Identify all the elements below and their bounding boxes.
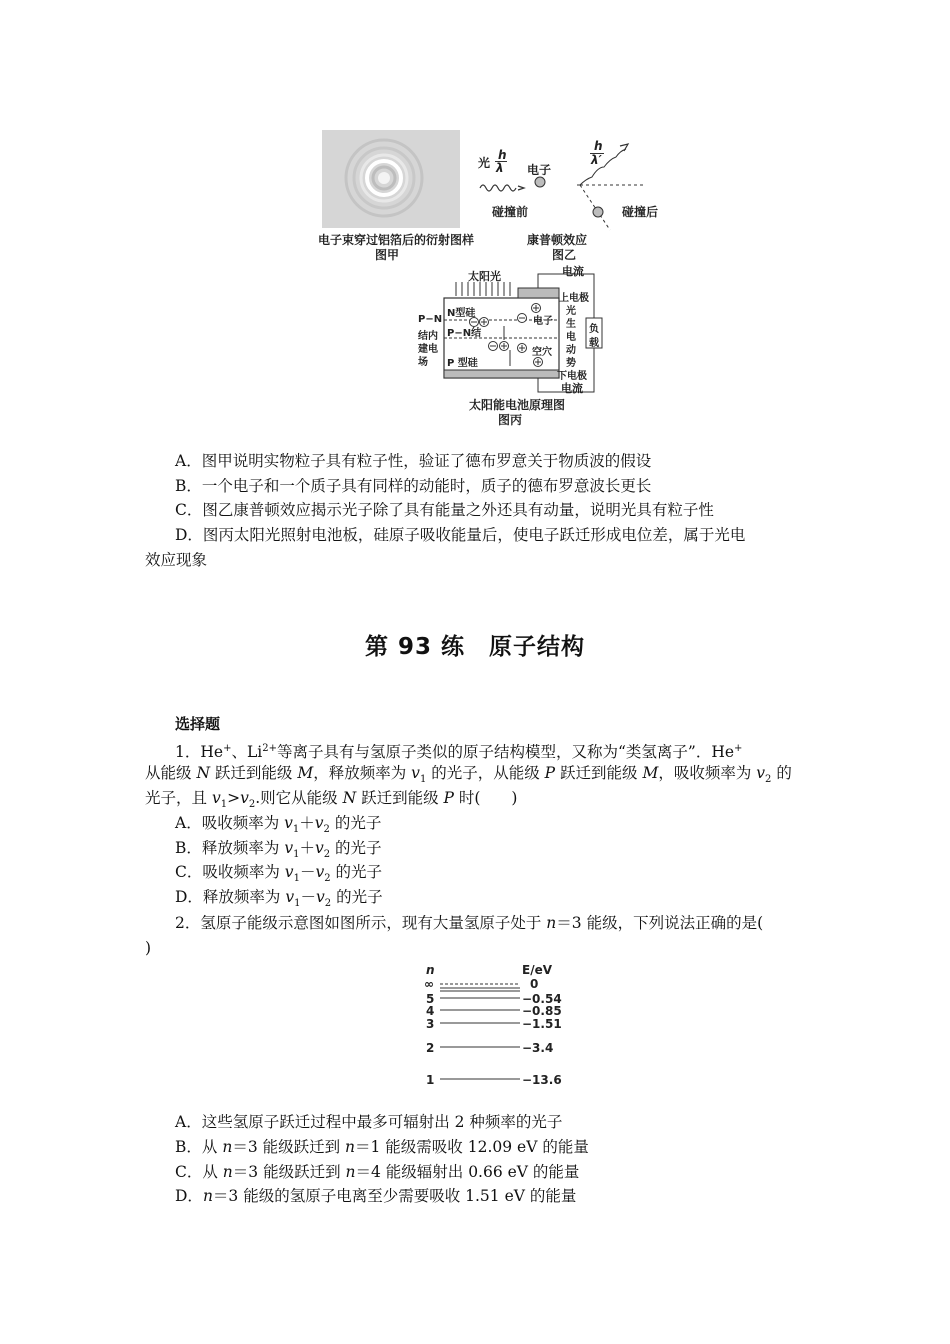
section-title: 第 93 练 原子结构: [364, 634, 586, 660]
q1-s1: 1: [419, 774, 427, 786]
field-char-1: P−N: [418, 314, 443, 325]
q1-b-s2: 2: [323, 849, 331, 861]
q2-b-a: B．从: [175, 1138, 223, 1156]
q2-l1b: ＝3 能级，下列说法正确的是(: [556, 914, 764, 932]
q2-c-n1: n: [222, 1163, 233, 1181]
q2-b-c: ＝1 能级需吸收 12.09 eV 的能量: [355, 1138, 589, 1156]
q1-a-s1: 1: [292, 824, 300, 836]
n-silicon-label: N型硅: [447, 308, 476, 319]
q1-c-s1: 1: [293, 873, 300, 885]
subsection-heading: 选择题: [175, 715, 221, 733]
q1-v: v: [411, 764, 420, 782]
q1-d-op: －: [300, 888, 317, 906]
q2-option-b: [175, 1135, 840, 1159]
q1-t2: 、Li: [231, 743, 263, 762]
level-inf-e: 0: [530, 977, 539, 991]
q2-d-a: D．: [175, 1187, 203, 1205]
level-1-n: 1: [426, 1073, 435, 1087]
electron-label: 电子: [527, 163, 552, 177]
prev-option-d-line1: D．图丙太阳光照射电池板，硅原子吸收能量后，使电子跃迁形成电位差，属于光电: [175, 526, 746, 544]
q1-v4: v: [240, 789, 249, 807]
h-symbol-scattered: h: [594, 139, 603, 153]
q1-l2e: 跃迁到能级: [555, 764, 643, 782]
current-top-label: 电流: [562, 265, 584, 278]
q1-a-pre: A．吸收频率为: [175, 814, 285, 832]
q1-c-s2: 2: [324, 873, 331, 885]
after-collision-label: 碰撞后: [622, 205, 659, 219]
electron-charge-label: 电子: [533, 316, 553, 327]
current-bottom-label: 电流: [561, 382, 583, 395]
figure-yi-label: 图乙: [552, 248, 577, 262]
q2-c-a: C．从: [175, 1163, 223, 1181]
q1-c-v1: v: [284, 863, 294, 881]
diffraction-pattern-image: [322, 130, 460, 228]
q1-l3a: 光子，且: [145, 789, 212, 807]
q2-c-n2: n: [345, 1163, 356, 1181]
level-3-n: 3: [426, 1017, 435, 1031]
q2-d-n: n: [202, 1187, 213, 1205]
q2-line2: ): [145, 939, 152, 957]
q1-gt: >: [227, 789, 241, 807]
photon-label: 光: [478, 156, 491, 170]
level-2-n: 2: [426, 1041, 435, 1055]
q1-c-op: －: [299, 863, 316, 881]
q1-t3: 等离子具有与氢原子类似的原子结构模型，又称为“类氢离子”．He: [276, 743, 735, 762]
q2-l1a: 2．氢原子能级示意图如图所示，现有大量氢原子处于: [175, 914, 547, 932]
figure-yi-caption: 康普顿效应: [527, 233, 588, 247]
q1-b-op: ＋: [299, 839, 315, 857]
q1-s2: 2: [765, 774, 772, 786]
q2-b-b: ＝3 能级跃迁到: [232, 1138, 346, 1156]
q1-l2f: ，吸收频率为: [658, 764, 757, 782]
q1-s4: 2: [248, 799, 256, 811]
q1-P2: P: [443, 789, 454, 807]
q1-sup-plus: +: [223, 743, 232, 754]
load-char-1: 负: [589, 324, 599, 335]
q2-option-c: [175, 1160, 840, 1184]
emf-char-5: 势: [566, 358, 576, 369]
q1-N: N: [196, 764, 210, 782]
q1-sup-plus-2: +: [734, 743, 743, 754]
prev-option-a: A．图甲说明实物粒子具有粒子性，验证了德布罗意关于物质波的假设: [175, 452, 652, 470]
q1-b-s1: 1: [293, 849, 300, 861]
q1-l2b: 跃迁到能级: [210, 764, 298, 782]
prev-option-c: C．图乙康普顿效应揭示光子除了具有能量之外还具有动量，说明光具有粒子性: [175, 501, 714, 519]
prev-option-b: B．一个电子和一个质子具有同样的动能时，质子的德布罗意波长更长: [175, 477, 652, 495]
q2-n: n: [546, 914, 557, 932]
level-2-e: −3.4: [522, 1041, 554, 1055]
q1-a-s2: 2: [323, 824, 330, 836]
figure-bing-caption: 太阳能电池原理图: [469, 398, 566, 412]
q2-line1: [175, 911, 840, 935]
emf-char-4: 动: [566, 345, 576, 356]
q1-b-v2: v: [314, 839, 324, 857]
level-inf-n: ∞: [424, 977, 434, 991]
before-collision-label: 碰撞前: [492, 205, 529, 219]
q1-v3: v: [211, 789, 221, 807]
q1-l2g: 的: [771, 764, 792, 782]
level-5-e: −0.54: [522, 992, 562, 1006]
field-char-2: 结内: [418, 331, 438, 342]
energy-level-diagram: [420, 960, 570, 1090]
q1-b-v1: v: [284, 839, 294, 857]
q1-d-v2: v: [316, 888, 325, 906]
q1-l2c: ，释放频率为: [313, 764, 412, 782]
pn-junction-label: P−N结: [447, 328, 482, 339]
q1-s3: 1: [220, 799, 228, 811]
q2-option-d: [175, 1184, 840, 1208]
level-4-e: −0.85: [522, 1004, 562, 1018]
q1-d-s1: 1: [294, 898, 301, 910]
q1-a-suf: 的光子: [329, 814, 382, 832]
q1-l3c: 跃迁到能级: [356, 789, 444, 807]
hole-charge-label: 空穴: [532, 347, 552, 358]
h-symbol: h: [498, 148, 507, 162]
q1-a-op: ＋: [299, 814, 315, 832]
q1-P: P: [544, 764, 556, 782]
q2-c-c: ＝4 能级辐射出 0.66 eV 的能量: [355, 1163, 580, 1181]
q2-d-b: ＝3 能级的氢原子电离至少需要吸收 1.51 eV 的能量: [212, 1187, 577, 1205]
q2-b-n1: n: [222, 1138, 233, 1156]
q1-l2d: 的光子，从能级: [426, 764, 545, 782]
field-char-4: 场: [418, 357, 428, 368]
n-axis-label: n: [426, 963, 435, 977]
figure-jia: [322, 130, 460, 228]
figure-bing-label: 图丙: [498, 413, 523, 427]
figure-jia-caption: 电子束穿过铝箔后的衍射图样: [318, 233, 475, 247]
q1-b-pre: B．释放频率为: [175, 839, 285, 857]
level-4-n: 4: [426, 1004, 435, 1018]
lambda-prime-symbol: λ′: [591, 153, 602, 167]
level-1-e: −13.6: [522, 1073, 562, 1087]
q1-d-pre: D．释放频率为: [175, 888, 286, 906]
p-silicon-label: P 型硅: [447, 358, 478, 369]
q1-sup-2plus: 2+: [262, 743, 277, 754]
q1-v2: v: [756, 764, 766, 782]
emf-char-3: 电: [566, 332, 576, 343]
level-5-n: 5: [426, 992, 435, 1006]
bottom-electrode-label: 下电极: [557, 371, 587, 382]
q1-d-suf: 的光子: [331, 888, 383, 906]
q1-c-pre: C．吸收频率为: [175, 863, 285, 881]
q1-M2: M: [642, 764, 659, 782]
q1-a-v2: v: [314, 814, 324, 832]
load-char-2: 载: [589, 338, 599, 349]
q2-c-b: ＝3 能级跃迁到: [232, 1163, 346, 1181]
prev-option-d-line2: 效应现象: [145, 551, 208, 569]
q1-c-suf: 的光子: [330, 863, 383, 881]
level-3-e: −1.51: [522, 1017, 562, 1031]
q1-t1: 1．He: [175, 743, 224, 762]
q1-l2a: 从能级: [145, 764, 197, 782]
q1-b-suf: 的光子: [330, 839, 382, 857]
q1-c-v2: v: [315, 863, 325, 881]
e-axis-label: E/eV: [522, 963, 553, 977]
figure-jia-label: 图甲: [375, 248, 400, 262]
q1-a-v1: v: [284, 814, 293, 832]
q1-d-s2: 2: [324, 898, 332, 910]
q2-b-n2: n: [345, 1138, 356, 1156]
lambda-symbol: λ: [496, 161, 504, 175]
q1-l3d: 时( ): [453, 789, 518, 807]
top-electrode-label: 上电极: [559, 293, 589, 304]
sunlight-label: 太阳光: [468, 270, 501, 283]
field-char-3: 建电: [418, 344, 438, 355]
q1-d-v1: v: [285, 888, 295, 906]
q2-option-a: A．这些氢原子跃迁过程中最多可辐射出 2 种频率的光子: [175, 1113, 563, 1131]
emf-char-1: 光: [566, 306, 576, 317]
emf-char-2: 生: [566, 319, 576, 330]
q1-l3b: .则它从能级: [255, 789, 343, 807]
q1-N2: N: [342, 789, 357, 807]
q1-M: M: [297, 764, 314, 782]
